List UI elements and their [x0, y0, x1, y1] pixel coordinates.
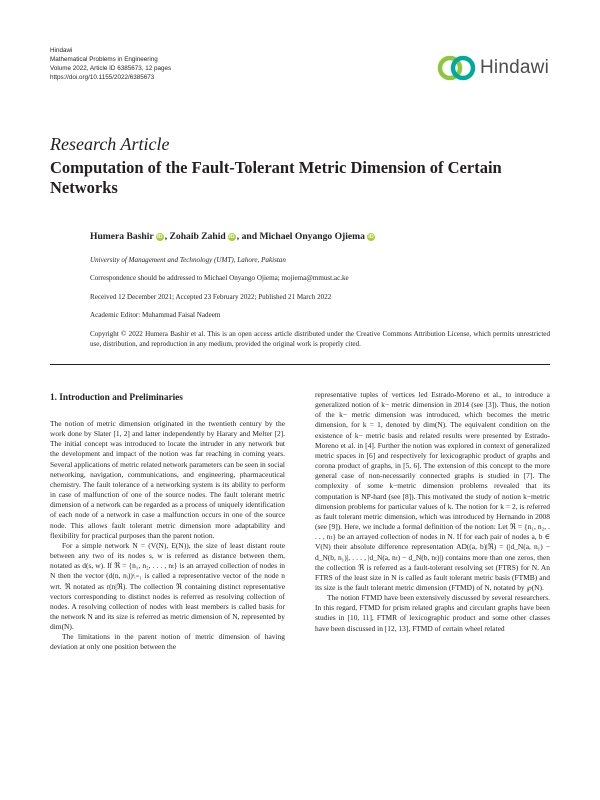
publisher-name: Hindawi [50, 47, 73, 54]
body-paragraph: The limitations in the parent notion of metric dimension of having deviation at only one position between the [50, 632, 285, 652]
journal-name: Mathematical Problems in Engineering [50, 56, 158, 63]
publication-dates: Received 12 December 2021; Accepted 23 February 2022; Published 21 March 2022 [90, 293, 332, 301]
affiliation: University of Management and Technology (UMT), Lahore, Pakistan [90, 256, 286, 264]
body-column-right [315, 390, 550, 634]
author-separator: , and [236, 231, 260, 242]
body-paragraph: For a simple network N = (V(N), E(N)), the size of least distant route between any two of its nodes s, w is referred as distance between them, notated as d(s, w). If ℜ = {n₁, n₂, . . . , nₜ} is an arrayed collection of nodes in N then the vector (d(n, nᵢ))ᵗᵢ₌₁ is called a representative vector of the node n wrt. ℜ notated as r(n|ℜ). The collection ℜ containing distinct representative vectors corresponding to distinct nodes is referred as resolving collection of nodes. A resolving collection of nodes with least members is called basis for the network N and its size is referred as metric dimension of N, represented by dim(N). [50, 540, 285, 632]
body-paragraph: The notion FTMD have been extensively discussed by several researchers. In this regard, FTMD for prism related graphs and circulant graphs have been studies in [10, 11], FTMR of lexicographic product and some other classes have been discussed in [12, 13], FTMD of certain wheel related [315, 593, 550, 633]
author-name: Zohaib Zahid [169, 231, 226, 242]
section-heading: 1. Introduction and Preliminaries [50, 393, 183, 403]
journal-meta [50, 46, 171, 82]
orcid-icon[interactable]: iD [229, 234, 235, 240]
body-column-left [50, 393, 285, 653]
correspondence: Correspondence should be addressed to Michael Onyango Ojiema; mojiema@mmust.ac.ke [90, 274, 349, 282]
author-name: Humera Bashir [90, 231, 154, 242]
hindawi-logo [436, 52, 552, 86]
hindawi-wordmark: Hindawi [480, 57, 549, 78]
author-separator: , [164, 231, 170, 242]
copyright-notice: Copyright © 2022 Humera Bashir et al. This is an open access article distributed under the Creative Commons Attribution License, which permits unrestricted use, distribution, and reproduction in any medium, provided the original work is properly cited. [90, 330, 550, 349]
academic-editor: Academic Editor: Muhammad Faisal Nadeem [90, 311, 221, 319]
author-name: Michael Onyango Ojiema [259, 231, 365, 242]
article-title: Computation of the Fault-Tolerant Metric Dimension of Certain Networks [50, 158, 502, 197]
article-type: Research Article [50, 134, 170, 154]
orcid-icon[interactable]: iD [368, 234, 374, 240]
doi-link[interactable]: https://doi.org/10.1155/2022/6385673 [50, 74, 155, 81]
body-paragraph: representative tuples of vertices led Estrado-Moreno et al., to introduce a generalized notion of k− metric dimension in 2014 (see [3]). Thus, the notion of the k− metric dimension was introduced, which becomes the metric dimension, for k = 1, denoted by dim(N). The equivalent condition on the existence of k− metric basis and related results were presented by Estrado-Moreno et al. in [4]. Further the notion was explored in context of generalized metric spaces in [6] and respectively for lexicographic product of graphs and corona product of graphs, in [5, 6]. The extension of this concept to the more general case of non-necessarily connected graphs is studied in [7]. The complexity of some k−metric dimension problems revealed that its computation is NP-hard (see [8]). This motivated the study of notion k−metric dimension problems for particular values of k. The notion for k = 2, is referred as fault tolerant metric dimension, which was introduced by Hernando in 2008 (see [9]). Here, we include a formal definition of the notion: Let ℜ = {n₁, n₂, . . . , nₜ} be an arrayed collection of nodes in N. If for each pair of nodes a, b ∈ V(N) their absolute difference representation AD((a, b)|ℜ) = (|d_N(a, n₁) − d_N(b, n₁)|, . . . , |d_N(a, nₜ) − d_N(b, nₜ)|) contains more than one zeros, then the collection ℜ is referred as a fault-tolerant resolving set (FTRS) for N. An FTRS of the least size in N is called as fault tolerant metric basis (FTMB) and its size is the fault tolerant metric dimension (FTMD) of N, notated by ℘(N). [315, 390, 550, 592]
volume-line: Volume 2022, Article ID 6385673, 12 pages [50, 65, 172, 72]
orcid-icon[interactable]: iD [156, 234, 163, 240]
hindawi-rings-icon [436, 52, 480, 86]
body-paragraph: The notion of metric dimension originated in the twentieth century by the work done by Slater [1, 2] and latter independently by Harary and Melter [2]. The initial concept was introduced to locate the intruder in any network but the development and impact of the notion was far reaching in coming years. Several applications of metric related network parameters can be seen in social networking, navigation, communications, and engineering, pharmaceutical chemistry. The fault tolerance of a networking system is its ability to perform in case of malfunction of one of the source nodes. The fault tolerant metric dimension of a network can be regarded as a process of uniquely identification of each node of a network in case a malfunction occurs in one of the source node. This allows fault tolerant metric dimension more adaptability and flexibility for practical purposes than the parent notion. [50, 419, 285, 540]
author-list [90, 231, 376, 242]
header-divider [50, 364, 550, 365]
